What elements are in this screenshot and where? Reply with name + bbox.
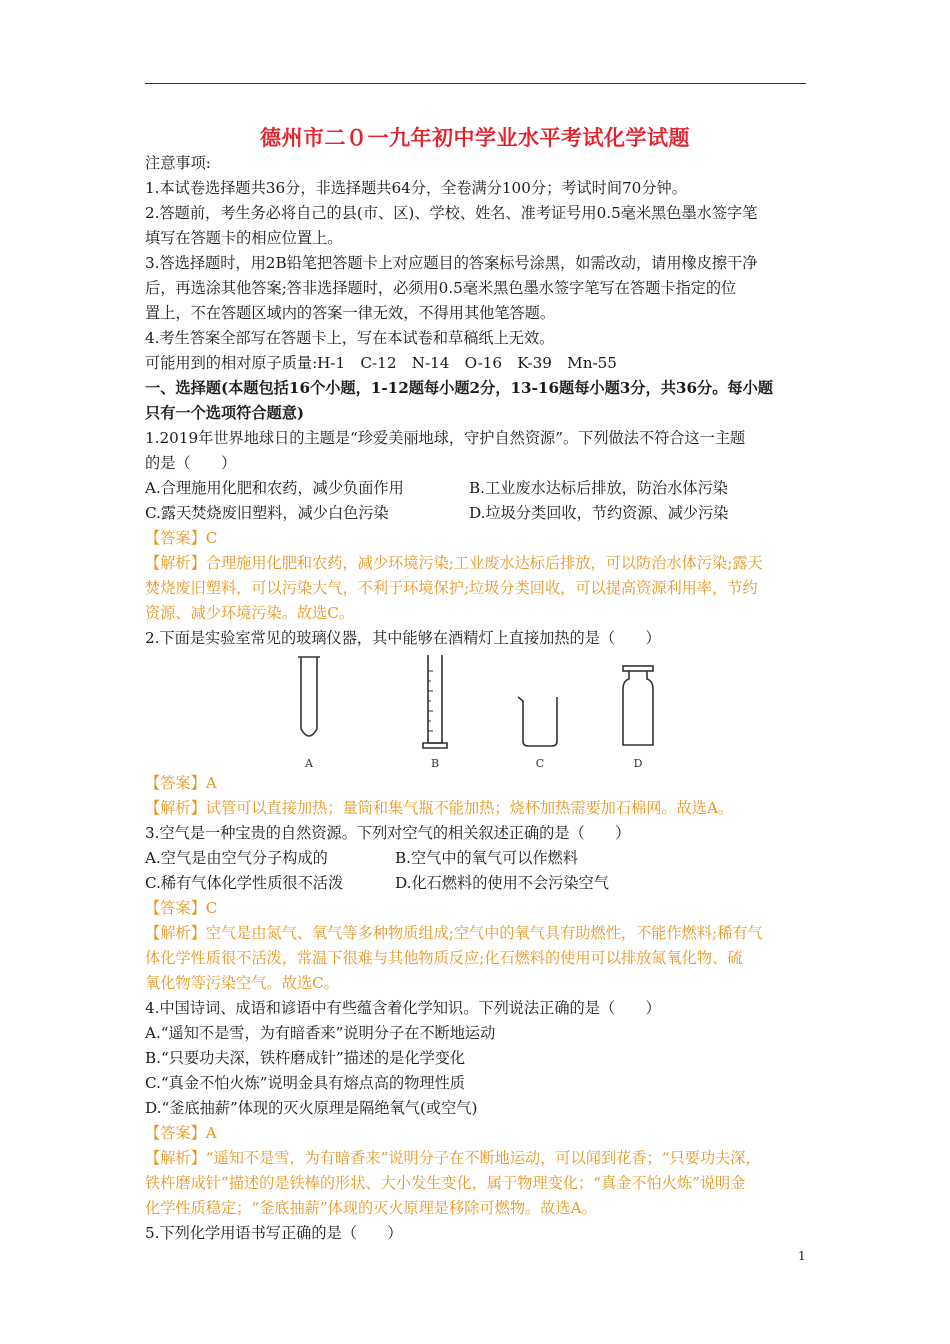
note-3b: 后，再选涂其他答案;答非选择题时，必须用0.5毫米黑色墨水签字笔写在答题卡指定的位 (145, 279, 737, 297)
q3-options-row-1 (145, 846, 815, 871)
note-4: 4.考生答案全部写在答题卡上，写在本试卷和草稿纸上无效。 (145, 329, 555, 347)
document-body (145, 151, 815, 1246)
q4-option-c: C.“真金不怕火炼”说明金具有熔点高的物理性质 (145, 1074, 465, 1092)
note-3a: 3.答选择题时，用2B铅笔把答题卡上对应题目的答案标号涂黑，如需改动，请用橡皮擦干净 (145, 254, 758, 272)
q3-option-c: C.稀有气体化学性质很不活泼 (145, 874, 344, 892)
glassware-figure (145, 651, 815, 771)
q3-stem: 3.空气是一种宝贵的自然资源。下列对空气的相关叙述正确的是（ ） (145, 824, 631, 842)
q4-option-d: D.“釜底抽薪”体现的灭火原理是隔绝氧气(或空气) (145, 1099, 478, 1117)
q2-explanation: 【解析】试管可以直接加热；量筒和集气瓶不能加热；烧杯加热需要加石棉网。故选A。 (145, 799, 734, 817)
q2-answer: 【答案】A (145, 774, 217, 792)
q1-option-c: C.露天焚烧废旧塑料，减少白色污染 (145, 504, 389, 522)
q1-option-a: A.合理施用化肥和农药，减少负面作用 (145, 479, 404, 497)
page-title: 德州市二０一九年初中学业水平考试化学试题 (260, 126, 690, 150)
q3-explanation-b: 体化学性质很不活泼，常温下很难与其他物质反应;化石燃料的使用可以排放氮氧化物、硫 (145, 949, 743, 967)
page-number: 1 (798, 1249, 806, 1263)
q3-option-a: A.空气是由空气分子构成的 (145, 849, 328, 867)
graduated-cylinder-icon (423, 655, 447, 748)
figure-label-c: C (535, 757, 545, 770)
q4-explanation-b: 铁杵磨成针”描述的是铁棒的形状、大小发生变化，属于物理变化；“真金不怕火炼”说明金 (145, 1174, 746, 1192)
figure-label-b: B (430, 757, 440, 770)
q3-explanation-c: 氧化物等污染空气。故选C。 (145, 974, 339, 992)
q1-explanation-c: 资源、减少环境污染。故选C。 (145, 604, 355, 622)
q3-option-b: B.空气中的氧气可以作燃料 (395, 849, 579, 867)
note-3c: 置上，不在答题区域内的答案一律无效，不得用其他笔答题。 (145, 304, 556, 322)
section-heading-a: 一、选择题(本题包括16个小题，1-12题每小题2分，13-16题每小题3分，共36分。每小题 (145, 379, 773, 397)
header-rule (145, 83, 806, 84)
q1-options-row-1 (145, 476, 815, 501)
section-heading-b: 只有一个选项符合题意) (145, 404, 305, 422)
q3-answer: 【答案】C (145, 899, 218, 917)
q1-explanation-a: 【解析】合理施用化肥和农药，减少环境污染;工业废水达标后排放，可以防治水体污染;露天 (145, 554, 763, 572)
q4-option-b: B.“只要功夫深，铁杵磨成针”描述的是化学变化 (145, 1049, 466, 1067)
q1-stem-a: 1.2019年世界地球日的主题是“珍爱美丽地球，守护自然资源”。下列做法不符合这一主题 (145, 429, 746, 447)
q1-answer: 【答案】C (145, 529, 218, 547)
q4-explanation-a: 【解析】“遥知不是雪，为有暗香来”说明分子在不断地运动，可以闻到花香；“只要功夫深， (145, 1149, 761, 1167)
note-2b: 填写在答题卡的相应位置上。 (145, 229, 343, 247)
figure-label-a: A (305, 757, 313, 770)
q1-option-b: B.工业废水达标后排放，防治水体污染 (469, 479, 728, 497)
q3-explanation-a: 【解析】空气是由氮气、氧气等多种物质组成;空气中的氧气具有助燃性，不能作燃料;稀有气 (145, 924, 763, 942)
q5-stem: 5.下列化学用语书写正确的是（ ） (145, 1224, 403, 1242)
gas-collecting-bottle-icon (623, 666, 653, 745)
q1-option-d: D.垃圾分类回收，节约资源、减少污染 (469, 504, 729, 522)
q4-option-a: A.“遥知不是雪，为有暗香来”说明分子在不断地运动 (145, 1024, 496, 1042)
q1-options-row-2 (145, 501, 815, 526)
q4-answer: 【答案】A (145, 1124, 217, 1142)
q4-stem: 4.中国诗词、成语和谚语中有些蕴含着化学知识。下列说法正确的是（ ） (145, 999, 661, 1017)
figure-label-d: D (633, 757, 643, 770)
q1-explanation-b: 焚烧废旧塑料，可以污染大气，不利于环境保护;垃圾分类回收，可以提高资源利用率，节约 (145, 579, 758, 597)
note-1: 1.本试卷选择题共36分，非选择题共64分，全卷满分100分；考试时间70分钟。 (145, 179, 687, 197)
notes-heading: 注意事项: (145, 154, 211, 172)
q2-stem: 2.下面是实验室常见的玻璃仪器，其中能够在酒精灯上直接加热的是（ ） (145, 629, 661, 647)
atomic-masses: 可能用到的相对原子质量:H-1 C-12 N-14 O-16 K-39 Mn-55 (145, 354, 617, 372)
note-2a: 2.答题前，考生务必将自己的县(市、区)、学校、姓名、准考证号用0.5毫米黑色墨水签字笔 (145, 204, 758, 222)
test-tube-icon (298, 657, 320, 736)
q1-stem-b: 的是（ ） (145, 454, 237, 472)
q3-option-d: D.化石燃料的使用不会污染空气 (395, 874, 609, 892)
beaker-icon (518, 697, 557, 746)
q3-options-row-2 (145, 871, 815, 896)
q4-explanation-c: 化学性质稳定；“釜底抽薪”体现的灭火原理是移除可燃物。故选A。 (145, 1199, 597, 1217)
